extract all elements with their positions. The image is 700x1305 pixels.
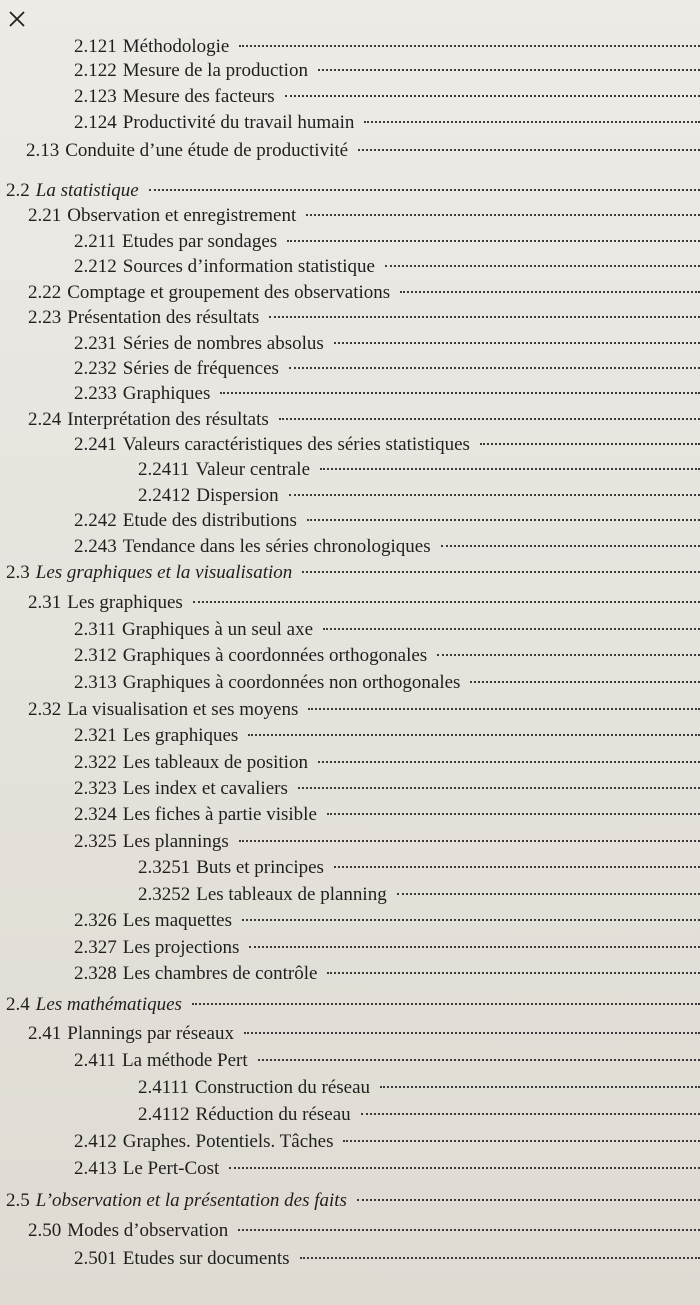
leader-dots	[244, 1032, 700, 1034]
toc-entry	[74, 34, 700, 60]
entry-number: 2.4112	[138, 1104, 190, 1125]
entry-title: Séries de fréquences	[122, 358, 279, 379]
leader-dots	[193, 601, 700, 603]
entry-title: Etude des distributions	[122, 510, 297, 531]
entry-number: 2.313	[74, 672, 117, 693]
entry-number: 2.322	[74, 752, 117, 773]
entry-number: 2.233	[74, 383, 117, 404]
close-button[interactable]	[6, 8, 28, 30]
toc-entry	[74, 723, 700, 749]
toc-entry	[6, 992, 700, 1018]
entry-title: Les index et cavaliers	[122, 778, 288, 799]
leader-dots	[480, 443, 700, 445]
leader-dots	[302, 571, 700, 573]
leader-dots	[306, 214, 700, 216]
entry-number: 2.122	[74, 60, 117, 81]
leader-dots	[323, 628, 700, 630]
entry-number: 2.2412	[138, 485, 191, 506]
entry-title: Les fiches à partie visible	[122, 804, 317, 825]
leader-dots	[300, 1257, 700, 1259]
leader-dots	[220, 392, 700, 394]
entry-title: Les projections	[122, 937, 240, 958]
leader-dots	[285, 95, 700, 97]
toc-entry	[28, 590, 700, 616]
toc-entry	[74, 961, 700, 987]
entry-title: Les mathématiques	[35, 994, 182, 1015]
toc-entry	[74, 829, 700, 855]
leader-dots	[334, 866, 700, 868]
entry-number: 2.31	[28, 592, 62, 613]
entry-title: La méthode Pert	[122, 1050, 248, 1071]
toc-entry	[138, 1075, 700, 1101]
toc-entry	[74, 432, 700, 458]
entry-title: Etudes par sondages	[122, 231, 278, 252]
leader-dots	[320, 468, 700, 470]
leader-dots	[289, 367, 700, 369]
leader-dots	[400, 291, 700, 293]
entry-number: 2.50	[28, 1220, 62, 1241]
entry-number: 2.4	[6, 994, 30, 1015]
leader-dots	[397, 893, 700, 895]
toc-entry	[74, 58, 700, 84]
entry-number: 2.241	[74, 434, 117, 455]
leader-dots	[358, 149, 700, 151]
entry-number: 2.21	[28, 205, 62, 226]
entry-title: Les tableaux de planning	[196, 884, 387, 905]
entry-title: Construction du réseau	[194, 1077, 371, 1098]
entry-title: Conduite d’une étude de productivité	[65, 140, 349, 161]
leader-dots	[238, 1229, 700, 1231]
toc-entry	[74, 643, 700, 669]
toc-entry	[138, 855, 700, 881]
leader-dots	[149, 189, 700, 191]
entry-number: 2.32	[28, 699, 62, 720]
entry-number: 2.212	[74, 256, 117, 277]
toc-entry	[74, 508, 700, 534]
entry-title: Tendance dans les séries chronologiques	[122, 536, 431, 557]
entry-number: 2.323	[74, 778, 117, 799]
entry-number: 2.123	[74, 86, 117, 107]
toc-entry	[74, 776, 700, 802]
leader-dots	[298, 787, 700, 789]
toc-entry	[74, 229, 700, 255]
toc-entry	[6, 560, 700, 586]
entry-title: Graphiques à coordonnées orthogonales	[122, 645, 428, 666]
toc-entry	[74, 1156, 700, 1182]
entry-number: 2.231	[74, 333, 117, 354]
entry-title: Mesure de la production	[122, 60, 308, 81]
entry-number: 2.4111	[138, 1077, 189, 1098]
entry-title: Graphes. Potentiels. Tâches	[122, 1131, 334, 1152]
entry-number: 2.311	[74, 619, 117, 640]
toc-entry	[74, 750, 700, 776]
leader-dots	[192, 1003, 700, 1005]
entry-title: Les chambres de contrôle	[122, 963, 318, 984]
leader-dots	[239, 840, 700, 842]
entry-number: 2.22	[28, 282, 62, 303]
close-icon	[6, 8, 28, 30]
entry-title: Comptage et groupement des observations	[67, 282, 391, 303]
toc-entry	[74, 670, 700, 696]
toc-entry	[138, 1102, 700, 1128]
leader-dots	[239, 45, 700, 47]
entry-title: Mesure des facteurs	[122, 86, 275, 107]
toc-entry	[74, 254, 700, 280]
toc-entry	[74, 534, 700, 560]
leader-dots	[249, 946, 700, 948]
entry-title: Les graphiques	[122, 725, 239, 746]
entry-title: Graphiques	[122, 383, 211, 404]
entry-title: Le Pert-Cost	[122, 1158, 220, 1179]
entry-title: Productivité du travail humain	[122, 112, 355, 133]
leader-dots	[327, 972, 700, 974]
entry-title: Interprétation des résultats	[67, 409, 269, 430]
leader-dots	[318, 69, 700, 71]
toc-entry	[74, 1246, 700, 1272]
toc-entry	[6, 1188, 700, 1214]
entry-number: 2.24	[28, 409, 62, 430]
entry-title: Dispersion	[196, 485, 279, 506]
leader-dots	[307, 519, 700, 521]
entry-title: Modes d’observation	[67, 1220, 229, 1241]
entry-number: 2.232	[74, 358, 117, 379]
entry-title: Etudes sur documents	[122, 1248, 290, 1269]
entry-title: Graphiques à un seul axe	[122, 619, 314, 640]
leader-dots	[327, 813, 700, 815]
toc-entry	[74, 84, 700, 110]
entry-title: Les maquettes	[122, 910, 232, 931]
leader-dots	[279, 418, 700, 420]
toc-entry	[74, 381, 700, 407]
leader-dots	[357, 1199, 700, 1201]
entry-number: 2.2	[6, 180, 30, 201]
leader-dots	[242, 919, 700, 921]
entry-title: Les tableaux de position	[122, 752, 308, 773]
toc-entry	[74, 617, 700, 643]
entry-number: 2.211	[74, 231, 117, 252]
toc-entry	[28, 203, 700, 229]
entry-number: 2.121	[74, 36, 117, 57]
entry-title: Valeurs caractéristiques des séries statistiques	[122, 434, 470, 455]
entry-title: Les plannings	[122, 831, 229, 852]
toc-entry	[138, 457, 700, 483]
leader-dots	[343, 1140, 700, 1142]
entry-number: 2.501	[74, 1248, 117, 1269]
leader-dots	[258, 1059, 700, 1061]
entry-title: Présentation des résultats	[67, 307, 260, 328]
entry-title: Observation et enregistrement	[67, 205, 297, 226]
toc-entry	[74, 935, 700, 961]
toc-entry	[74, 908, 700, 934]
toc-entry	[28, 1218, 700, 1244]
leader-dots	[380, 1086, 700, 1088]
entry-number: 2.3251	[138, 857, 191, 878]
toc-entry	[28, 280, 700, 306]
toc-entry	[138, 483, 700, 509]
entry-title: La visualisation et ses moyens	[67, 699, 299, 720]
leader-dots	[437, 654, 700, 656]
entry-number: 2.411	[74, 1050, 117, 1071]
leader-dots	[364, 121, 700, 123]
entry-title: L’observation et la présentation des faits	[35, 1190, 347, 1211]
entry-number: 2.324	[74, 804, 117, 825]
entry-number: 2.325	[74, 831, 117, 852]
entry-number: 2.23	[28, 307, 62, 328]
entry-title: Les graphiques	[67, 592, 183, 613]
leader-dots	[441, 545, 700, 547]
entry-title: Les graphiques et la visualisation	[35, 562, 293, 583]
entry-title: La statistique	[35, 180, 139, 201]
toc-entry	[138, 882, 700, 908]
entry-number: 2.242	[74, 510, 117, 531]
entry-title: Réduction du réseau	[195, 1104, 351, 1125]
leader-dots	[229, 1167, 700, 1169]
entry-number: 2.327	[74, 937, 117, 958]
leader-dots	[318, 761, 700, 763]
toc-entry	[74, 110, 700, 136]
entry-title: Graphiques à coordonnées non orthogonales	[122, 672, 461, 693]
leader-dots	[289, 494, 700, 496]
entry-number: 2.243	[74, 536, 117, 557]
entry-number: 2.413	[74, 1158, 117, 1179]
entry-number: 2.13	[26, 140, 60, 161]
toc-entry	[26, 138, 700, 164]
toc-entry	[74, 802, 700, 828]
entry-number: 2.3	[6, 562, 30, 583]
entry-number: 2.312	[74, 645, 117, 666]
leader-dots	[308, 708, 700, 710]
toc-dots-line	[410, 2, 700, 28]
toc-entry	[74, 331, 700, 357]
leader-dots	[470, 681, 700, 683]
toc-entry	[28, 697, 700, 723]
toc-entry	[28, 407, 700, 433]
toc-entry	[74, 1129, 700, 1155]
entry-title: Séries de nombres absolus	[122, 333, 324, 354]
toc-entry	[74, 356, 700, 382]
leader-dots	[361, 1113, 700, 1115]
entry-number: 2.41	[28, 1023, 62, 1044]
entry-number: 2.328	[74, 963, 117, 984]
leader-dots	[269, 316, 700, 318]
entry-title: Méthodologie	[122, 36, 230, 57]
leader-dots	[334, 342, 700, 344]
entry-number: 2.5	[6, 1190, 30, 1211]
leader-dots	[248, 734, 700, 736]
toc-entry	[6, 178, 700, 204]
entry-number: 2.2411	[138, 459, 190, 480]
entry-number: 2.326	[74, 910, 117, 931]
entry-number: 2.3252	[138, 884, 191, 905]
entry-title: Plannings par réseaux	[67, 1023, 234, 1044]
leader-dots	[287, 240, 700, 242]
entry-title: Sources d’information statistique	[122, 256, 375, 277]
toc-entry	[28, 305, 700, 331]
toc-entry	[28, 1021, 700, 1047]
entry-number: 2.412	[74, 1131, 117, 1152]
entry-title: Valeur centrale	[195, 459, 311, 480]
entry-number: 2.124	[74, 112, 117, 133]
leader-dots	[385, 265, 700, 267]
entry-title: Buts et principes	[196, 857, 324, 878]
toc-entry	[74, 1048, 700, 1074]
entry-number: 2.321	[74, 725, 117, 746]
